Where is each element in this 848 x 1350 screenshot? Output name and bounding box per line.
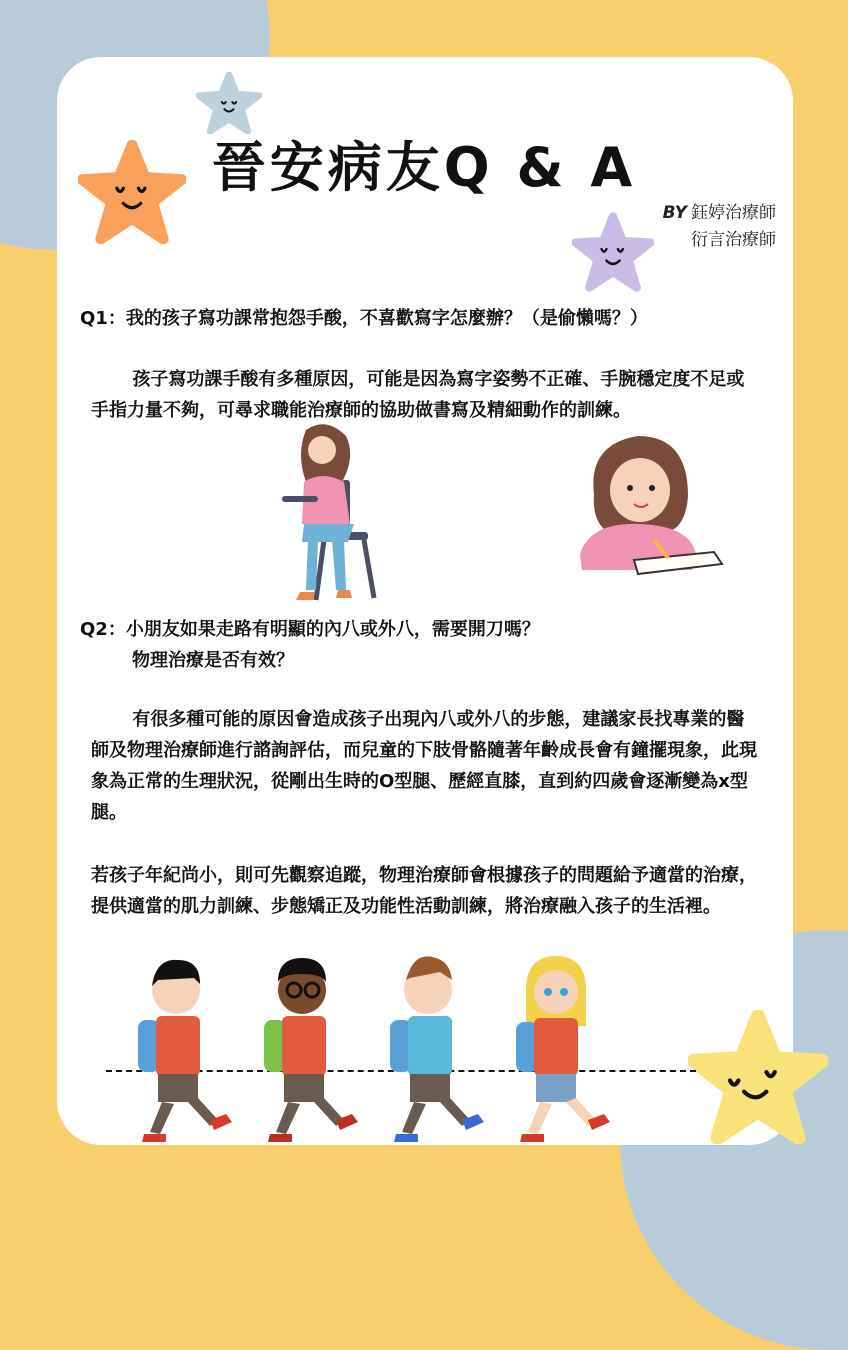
- girl-writing-on-chair-illustration: [278, 420, 388, 610]
- girl-studying-illustration: [574, 424, 724, 584]
- answer-1: 孩子寫功課手酸有多種原因，可能是因為寫字姿勢不正確、手腕穩定度不足或手指力量不夠，可尋求職能治療師的協助做書寫及精細動作的訓練。: [91, 369, 745, 421]
- answer-2-paragraph-2: 若孩子年紀尚小，則可先觀察追蹤，物理治療師會根據孩子的問題給予適當的治療，提供適當的肌力訓練、步態矯正及功能性活動訓練，將治療融入孩子的生活裡。: [91, 865, 757, 917]
- author-name: 鈺婷治療師: [691, 203, 776, 223]
- question-2-line-1: Q2：小朋友如果走路有明顯的內八或外八，需要開刀嗎？: [80, 619, 540, 640]
- star-face-icon: [572, 212, 654, 292]
- background-blob-mid-left: [0, 300, 30, 370]
- author-name: 衍言治療師: [691, 230, 776, 250]
- byline-prefix: BY: [662, 203, 687, 223]
- question-1: Q1：我的孩子寫功課常抱怨手酸，不喜歡寫字怎麼辦？（是偷懶嗎？）: [80, 308, 648, 329]
- author-byline: [663, 200, 776, 254]
- question-2: [80, 614, 800, 676]
- answer-2-paragraph-1: 有很多種可能的原因會造成孩子出現內八或外八的步態，建議家長找專業的醫師及物理治療師進行諮詢評估，而兒童的下肢骨骼隨著年齡成長會有鐘擺現象，此現象為正常的生理狀況，從剛出生時的O型腿、歷經直膝，直到約四歲會逐漸變為x型腿。: [91, 709, 757, 823]
- star-face-icon: [688, 1010, 828, 1144]
- question-2-line-2: 物理治療是否有效？: [132, 650, 294, 671]
- page-title: 晉安病友Q & A: [211, 136, 637, 199]
- walking-kids-illustration: [132, 956, 642, 1148]
